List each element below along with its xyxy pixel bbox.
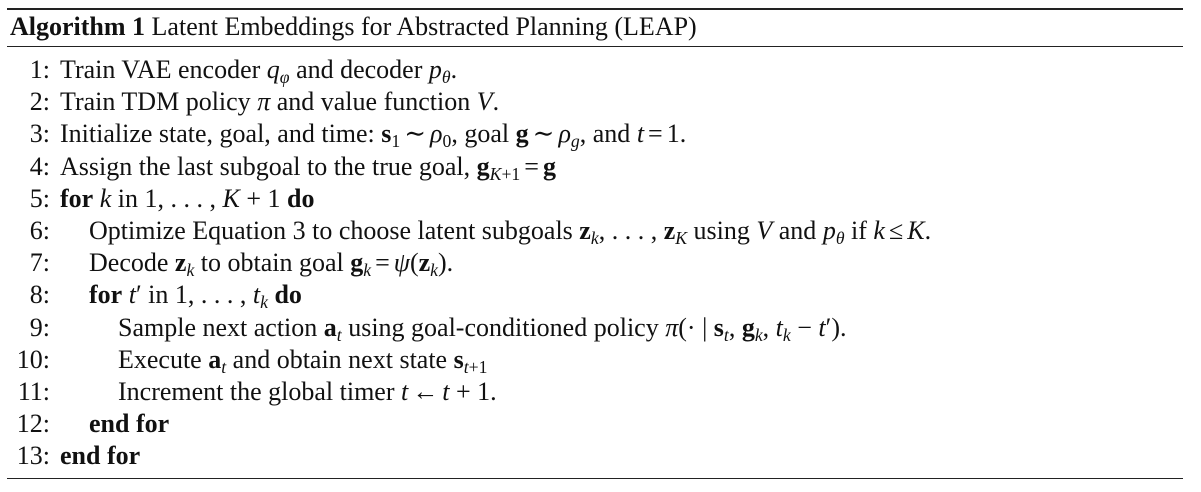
line-text: Increment the global timer t ← t + 1.	[118, 376, 497, 406]
algorithm-line-10	[7, 344, 1183, 376]
line-text: Sample next action $a_t$ using goal-conditioned policy π(· | $s_t$, $g_k$, $t_k - t'$).	[118, 312, 847, 345]
algorithm-caption	[7, 10, 1183, 46]
algorithm-label: Algorithm 1	[10, 12, 146, 41]
algorithm-line-13	[7, 440, 1183, 472]
line-number: 3:	[29, 119, 50, 149]
line-number: 11:	[17, 376, 50, 406]
line-number: 8:	[29, 280, 50, 310]
line-text: Decode $z_k$ to obtain goal $g_k = \psi(z_k)$.	[89, 248, 454, 281]
line-number: 9:	[29, 312, 50, 342]
algorithm-line-2	[7, 86, 1183, 118]
line-number: 6:	[29, 215, 50, 245]
line-number: 10:	[16, 344, 50, 374]
line-text: end for	[89, 409, 170, 439]
algorithm-title: Latent Embeddings for Abstracted Planning (LEAP)	[151, 12, 697, 41]
line-text: Optimize Equation 3 to choose latent subgoals $z_k$, . . . , $z_K$ using V and $p_\theta$ if k ≤ K.	[89, 215, 932, 248]
algorithm-line-4	[7, 151, 1183, 183]
line-number: 12:	[16, 409, 50, 439]
line-text: Assign the last subgoal to the true goal, $g_{K+1} = g$	[60, 151, 556, 184]
line-text: Initialize state, goal, and time: $s_1$ ∼ $\rho_0$, goal g ∼ $\rho_g$, and t = 1.	[60, 119, 687, 152]
algorithm-line-9	[7, 312, 1183, 344]
algorithm-line-11	[7, 376, 1183, 408]
algorithm-line-1	[7, 54, 1183, 86]
line-number: 7:	[29, 248, 50, 278]
line-text: end for	[60, 441, 141, 471]
algorithm-line-8	[7, 279, 1183, 311]
line-text: Train VAE encoder $q_\varphi$ and decoder $p_\theta$.	[60, 55, 458, 87]
line-text: for t′ in 1, . . . , $t_k$ do	[89, 280, 302, 313]
line-number: 5:	[29, 183, 50, 213]
algorithm-block	[7, 8, 1183, 479]
line-number: 1:	[29, 55, 50, 84]
line-text: for k in 1, . . . , K + 1 do	[60, 183, 315, 213]
line-number: 4:	[29, 151, 50, 181]
line-text: Execute $a_t$ and obtain next state $s_{t+1}$	[118, 344, 488, 377]
line-text: Train TDM policy π and value function V.	[60, 87, 500, 117]
bottom-rule	[7, 478, 1183, 479]
algorithm-line-5	[7, 183, 1183, 215]
algorithm-line-12	[7, 408, 1183, 440]
line-number: 13:	[16, 441, 50, 471]
algorithm-lines	[7, 47, 1183, 472]
algorithm-line-3	[7, 118, 1183, 150]
line-number: 2:	[29, 87, 50, 117]
algorithm-line-7	[7, 247, 1183, 279]
algorithm-line-6	[7, 215, 1183, 247]
